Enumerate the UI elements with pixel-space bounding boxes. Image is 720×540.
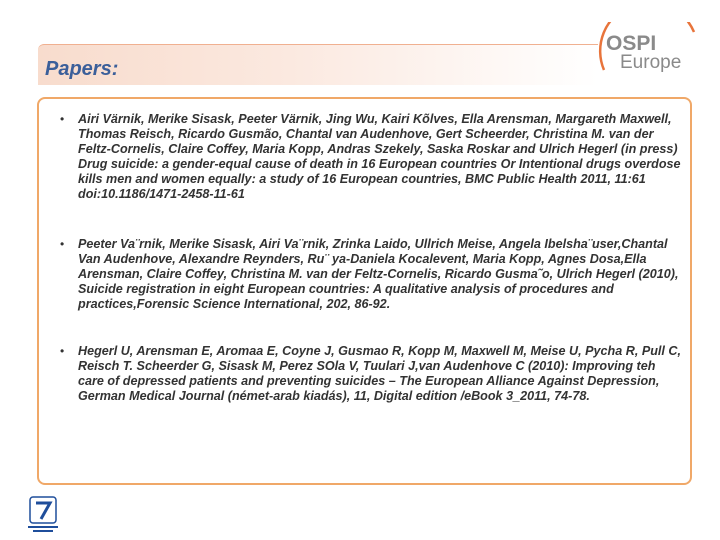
title-band — [38, 44, 598, 85]
logo-line1: OSPI — [606, 32, 657, 55]
bullet: • — [60, 344, 65, 358]
logo-line2: Europe — [620, 52, 682, 73]
ospi-europe-logo — [598, 22, 710, 84]
bullet: • — [60, 112, 65, 126]
slide-title: Papers: — [45, 58, 119, 80]
reference-item-1: Airi Värnik, Merike Sisask, Peeter Värnik, Jing Wu, Kairi Kõlves, Ella Arensman, Margareth Maxwell, Thomas Reisch, Ricardo Gusmão, Chantal van Audenhove, Gert Scheerder, Christina M. van der Feltz-Cornelis, Claire Coffey, Maria Kopp, Andras Szekely, Saska Roskar and Ulrich Hegerl (in press) Drug suicide: a gender-equal cause of death in 16 European countries Or Intentional drugs overdose kills men and women equally: a study of 16 European countries, BMC Public Health 2011, 11:61 doi:10.1186/1471-2458-11-61 — [78, 112, 681, 201]
bullet: • — [60, 237, 65, 251]
reference-item-2: Peeter Va¨rnik, Merike Sisask, Airi Va¨rnik, Zrinka Laido, Ullrich Meise, Angela Ibelsha¨user,Chantal Van Audenhove, Alexandre Reynders, Ru¨ ya-Daniela Kocalevent, Maria Kopp, Agnes Dosa,Ella Arensman, Claire Coffey, Christina M. van der Feltz-Cornelis, Ricardo Gusma˜o, Ulrich Hegerl (2010), Suicide registration in eight European countries: A qualitative analysis of procedures and practices,Forensic Science International, 202, 86-92. — [78, 237, 679, 311]
fp7-logo-icon — [24, 495, 62, 535]
reference-item-3: Hegerl U, Arensman E, Aromaa E, Coyne J, Gusmao R, Kopp M, Maxwell M, Meise U, Pycha R, Pull C, Reisch T. Scheerder G, Sisask M, Perez SOla V, Tuulari J,van Audenhove C (2010): Improving teh care of depressed patients and preventing suicides – The European Alliance Against Depression, German Medical Journal (német-arab kiadás), 11, Digital edition /eBook 3_2011, 74-78. — [78, 344, 682, 403]
